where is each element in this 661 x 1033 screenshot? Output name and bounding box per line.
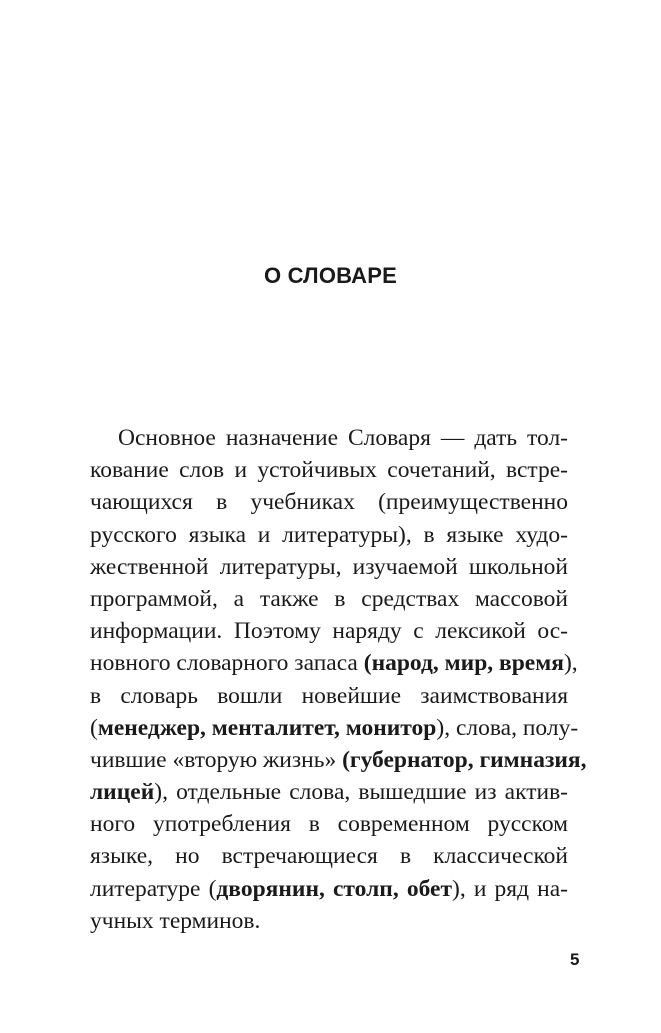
text-line [90, 519, 568, 551]
text-line [90, 486, 568, 518]
text-segment: в словарь вошли новейшие заимствования [90, 682, 568, 709]
text-segment: русского языка и литературы), в языке худо- [90, 521, 568, 548]
text-segment: чающихся в учебниках (преимущественно [90, 489, 568, 516]
text-segment: ), [563, 650, 578, 677]
body-paragraph [90, 422, 587, 937]
bold-term: (губернатор, гимназия, [342, 746, 587, 773]
text-segment: новного словарного запаса [90, 650, 364, 677]
text-line [90, 454, 568, 486]
text-line [90, 712, 579, 744]
text-segment: кование слов и устойчивых сочетаний, встре- [90, 457, 568, 484]
text-segment: жественной литературы, изучаемой школьной [90, 553, 568, 580]
text-segment: Основное назначение Словаря — дать тол- [118, 425, 568, 451]
text-segment: языке, но встречающиеся в классической [90, 843, 568, 870]
text-segment: ного употребления в современном русском [90, 811, 568, 838]
text-segment: ), и ряд на- [452, 875, 568, 902]
text-segment: учных терминов. [90, 907, 261, 934]
text-segment: ), слова, полу- [436, 714, 579, 741]
text-segment: информации. Поэтому наряду с лексикой ос- [90, 618, 568, 645]
text-segment: чившие «вторую жизнь» [90, 746, 343, 773]
text-line [90, 583, 568, 615]
text-line [90, 680, 568, 712]
bold-term: дворянин, столп, обет [216, 875, 452, 902]
text-line [90, 873, 568, 905]
text-line [90, 615, 568, 647]
text-segment: ( [90, 714, 98, 741]
text-segment: литературе ( [90, 875, 217, 902]
text-line [90, 776, 568, 808]
text-line [90, 840, 568, 872]
text-segment: программой, а также в средствах массовой [90, 585, 568, 612]
page-number: 5 [570, 950, 580, 969]
text-line [90, 422, 568, 454]
text-line [90, 551, 568, 583]
bold-term: лицей [90, 779, 155, 806]
bold-term: менеджер, менталитет, монитор [97, 714, 437, 741]
text-line [90, 808, 568, 840]
text-line [90, 744, 587, 776]
page-title: О СЛОВАРЕ [264, 263, 397, 288]
text-line [90, 647, 578, 679]
text-segment: ), отдельные слова, вышедшие из актив- [154, 779, 568, 806]
text-line [90, 905, 568, 937]
bold-term: (народ, мир, время [363, 650, 564, 677]
